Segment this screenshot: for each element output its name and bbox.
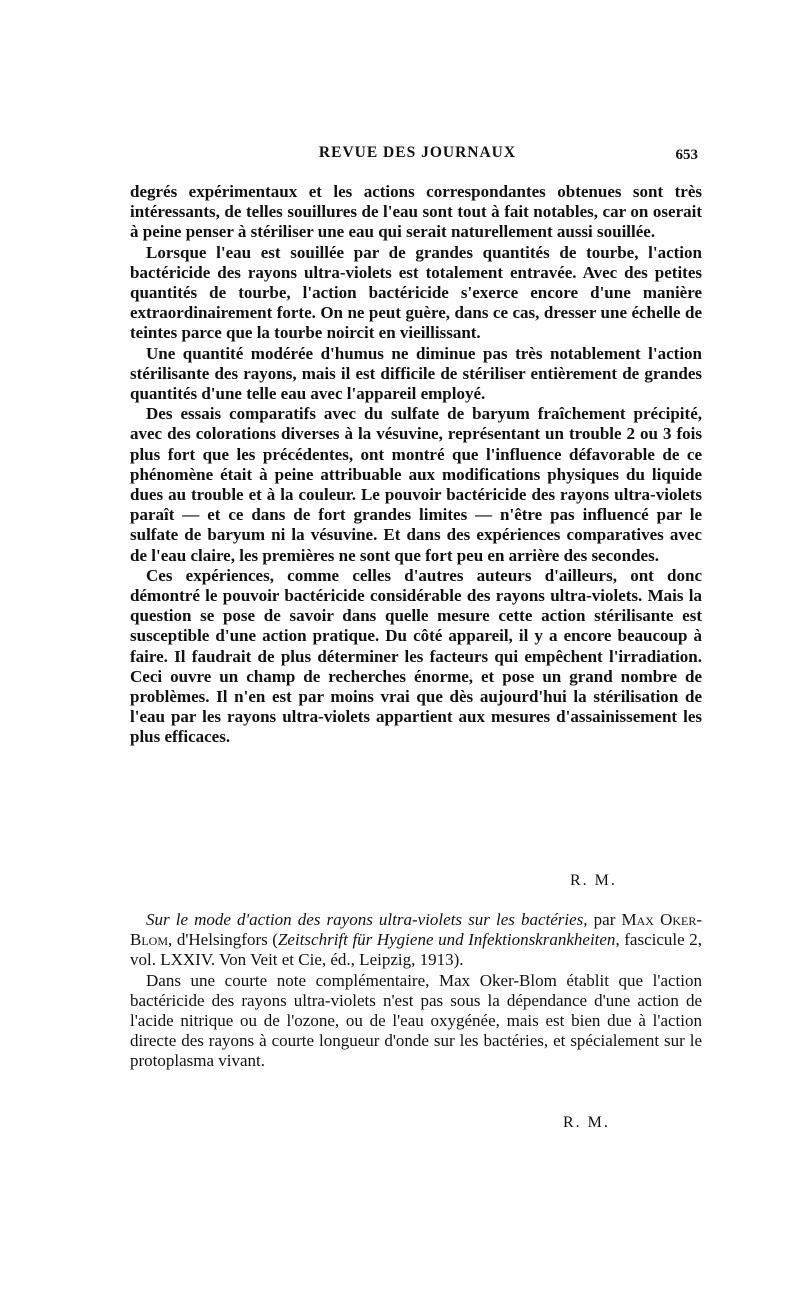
- running-title: REVUE DES JOURNAUX: [318, 144, 517, 161]
- page-number: 653: [675, 147, 698, 163]
- article-2: [130, 910, 702, 1072]
- author-name: Max Oker-Blom,: [130, 910, 703, 950]
- author-origin: d'Helsingfors (: [176, 930, 278, 950]
- journal-title: Zeitschrift für Hygiene und Infektionskrankheiten: [277, 930, 616, 950]
- paragraph: Dans une courte note complémentaire, Max Oker-Blom établit que l'action bactéricide des rayons ultra-violets n'est pas sous la dépendance d'une action de l'acide nitrique ou de l'ozone, ou de l'eau oxygénée, mais est bien due à l'action directe des rayons à courte longueur d'onde sur les bactéries, et spécialement sur le protoplasma vivant.: [130, 970, 702, 1071]
- bibliographic-reference: [130, 910, 702, 971]
- signature: R. M.: [570, 872, 617, 889]
- paragraph: Ces expériences, comme celles d'autres auteurs d'ailleurs, ont donc démontré le pouvoir bactéricide considérable des rayons ultra-violets. Mais la question se pose de savoir dans quelle mesure cette action stérilisante est susceptible d'une action pratique. Du côté appareil, il y a encore beaucoup à faire. Il faudrait de plus déterminer les facteurs qui empêchent l'irradiation. Ceci ouvre un champ de recherches énorme, et pose un grand nombre de problèmes. Il n'en est par moins vrai que dès aujourd'hui la stérilisation de l'eau par les rayons ultra-violets appartient aux mesures d'assainissement les plus efficaces.: [130, 565, 702, 747]
- paragraph: Des essais comparatifs avec du sulfate de baryum fraîchement précipité, avec des colorations diverses à la vésuvine, représentant un trouble 2 ou 3 fois plus fort que les précédentes, ont montré que l'influence défavorable de ce phénomène était à peine attribuable aux modifications physiques du liquide dues au trouble et à la couleur. Le pouvoir bactéricide des rayons ultra-violets paraît — et ce dans de fort grandes limites — n'être pas influencé par le sulfate de baryum ni la vésuvine. Et dans des expériences comparatives avec de l'eau claire, les premières ne sont que fort peu en arrière des secondes.: [130, 404, 702, 565]
- paragraph: Une quantité modérée d'humus ne diminue pas très notablement l'action stérilisante des rayons, mais il est difficile de stériliser entièrement de grandes quantités d'une telle eau avec l'appareil employé.: [130, 343, 702, 404]
- publication-details: , fascicule 2, vol. LXXIV. Von Veit et Cie, éd., Leipzig, 1913).: [130, 930, 702, 970]
- paragraph: degrés expérimentaux et les actions correspondantes obtenues sont très intéressants, de telles souillures de l'eau sont tout à fait notables, car on oserait à peine penser à stériliser une eau qui serait naturellement aussi souillée.: [130, 182, 702, 242]
- by-word: par: [593, 910, 616, 929]
- article-1: [130, 182, 702, 748]
- article-title: Sur le mode d'action des rayons ultra-violets sur les bactéries,: [146, 910, 588, 929]
- page-header: [135, 144, 700, 168]
- signature: R. M.: [563, 1114, 610, 1131]
- paragraph: Lorsque l'eau est souillée par de grandes quantités de tourbe, l'action bactéricide des rayons ultra-violets est totalement entravée. Avec des petites quantités de tourbe, l'action bactéricide s'exerce encore d'une manière extraordinairement forte. On ne peut guère, dans ce cas, dresser une échelle de teintes parce que la tourbe noircit en vieillissant.: [130, 242, 702, 343]
